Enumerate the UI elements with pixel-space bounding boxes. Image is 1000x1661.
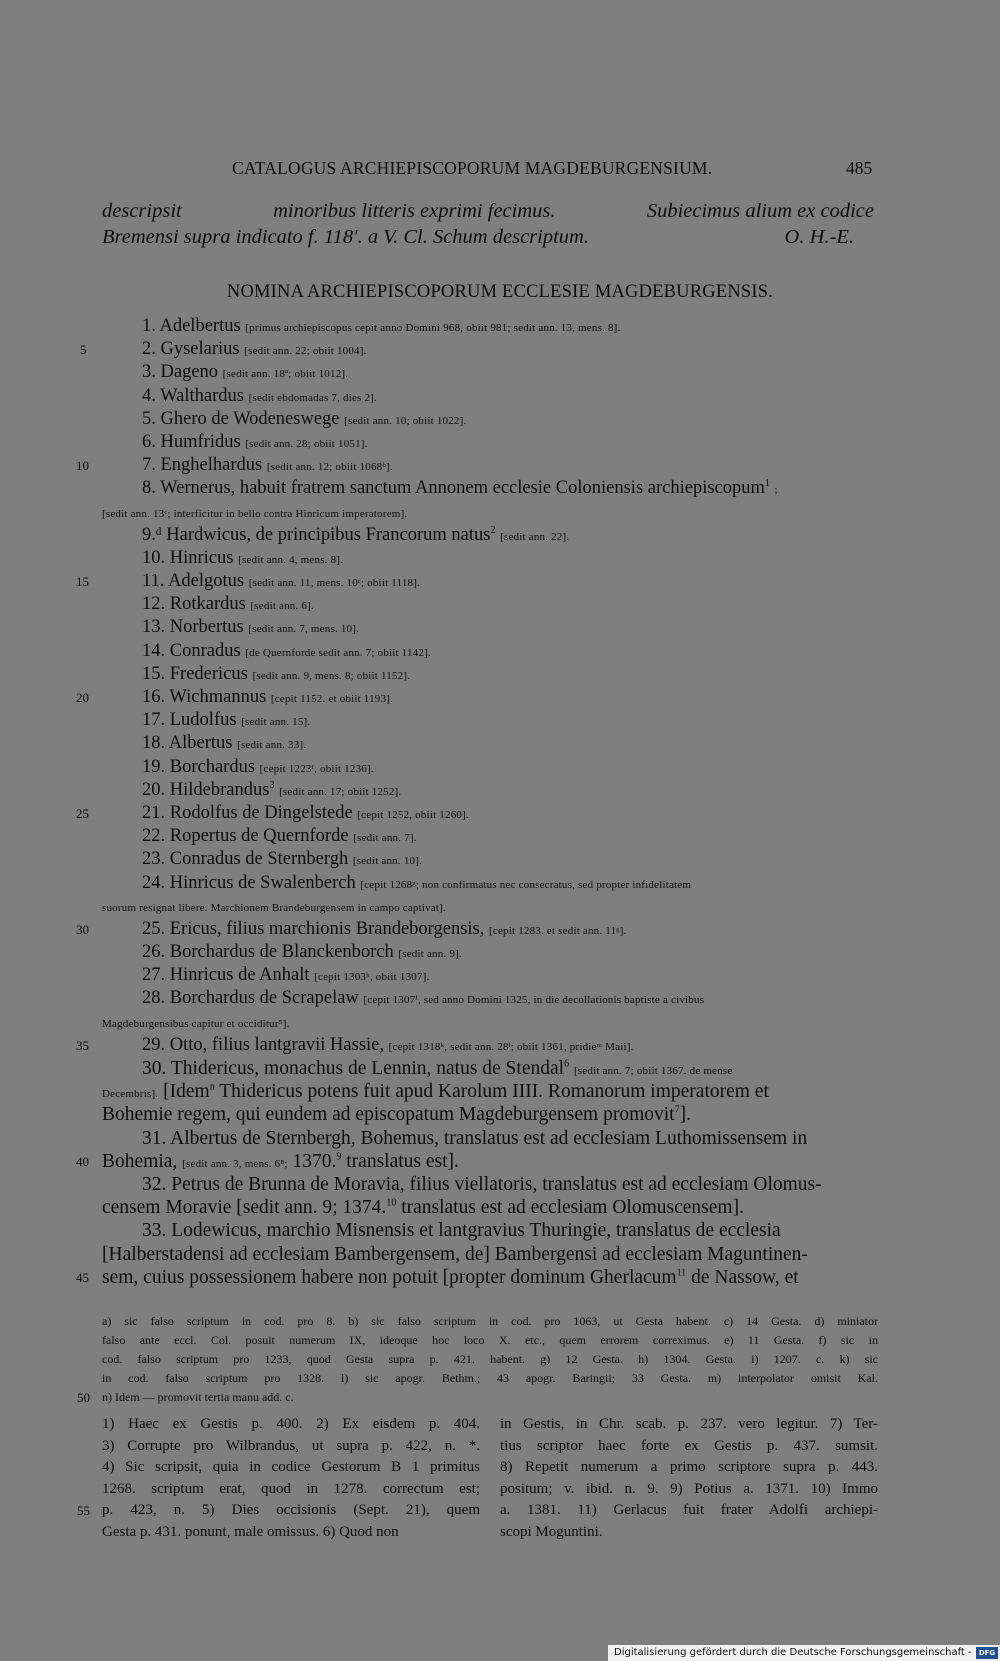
section-heading: NOMINA ARCHIEPISCOPORUM ECCLESIE MAGDEBURGENSIS. xyxy=(226,282,774,302)
entry-number: 21. xyxy=(142,802,166,823)
archbishop-name: Walthardus xyxy=(160,385,244,406)
entry-number: 3. xyxy=(142,362,156,383)
archbishop-name: Dageno xyxy=(160,362,219,383)
editorial-note: [sedit ann. 11, mens. 10ᵉ; obiit 1118]. xyxy=(248,577,421,590)
intro-text: Subiecimus alium ex codice xyxy=(646,200,874,222)
note-line xyxy=(77,1388,878,1407)
editorial-note: ; xyxy=(774,484,778,497)
entry-line xyxy=(102,732,878,755)
entry-text: translatus est ad ecclesiam Olomuscensem]. xyxy=(401,1197,744,1219)
dfg-logo-icon: DFG xyxy=(976,1647,998,1659)
editorial-note: [de Quernforde sedit ann. 7; obiit 1142]. xyxy=(245,646,431,659)
entry-number: 13. xyxy=(142,617,166,638)
note-text: a. 1381. 11) Gerlacus fuit frater Adolfi archiepi- xyxy=(500,1502,878,1518)
editorial-note: [sedit ann. 9, mens. 8; obiit 1152]. xyxy=(252,669,411,682)
entry-30-line xyxy=(102,1080,878,1103)
editorial-note: [cepit 1223ᶠ, obiit 1236]. xyxy=(259,762,374,775)
archbishop-name: Conradus xyxy=(169,640,241,661)
entry-number: 11. xyxy=(142,571,165,592)
intro-signature: O. H.-E. xyxy=(784,226,854,248)
entry-33-line xyxy=(76,1266,878,1289)
entry-line xyxy=(102,616,878,639)
entry-31-line xyxy=(102,1127,878,1150)
entry-line xyxy=(102,385,878,408)
editorial-note: [sedit ann. 10; obiit 1022]. xyxy=(344,414,467,427)
entry-number: 10. xyxy=(142,547,166,568)
entry-number: 22. xyxy=(142,826,166,847)
entry-line xyxy=(102,408,878,431)
note-line xyxy=(77,1500,480,1522)
note-text: cod. falso scriptum pro 1233, quod Gesta supra p. 421. habent. g) 12 Gesta. h) 1304. Gesta. i) 1207. c. k) sic xyxy=(102,1352,878,1366)
note-line xyxy=(500,1414,878,1436)
note-text: 8) Repetit numerum a primo scriptore supra p. 443. xyxy=(500,1459,878,1475)
archbishop-name: Albertus xyxy=(168,733,233,754)
archbishop-list xyxy=(76,315,878,1289)
entry-text: 31. Albertus de Sternbergh, Bohemus, translatus est ad ecclesiam Luthomissensem in xyxy=(142,1127,808,1149)
entry-number: 19. xyxy=(142,756,166,777)
entry-line xyxy=(102,524,878,547)
editorial-note: [sedit ann. 33]. xyxy=(237,739,307,752)
editorial-note: [sedit ann. 7]. xyxy=(353,832,417,845)
note-text: 4) Sic scripsit, quia in codice Gestorum B 1 primitus xyxy=(102,1459,480,1475)
entry-continuation-line xyxy=(102,501,878,524)
intro-text: descripsit xyxy=(102,200,182,222)
editorial-note: [sedit ebdomadas 7, dies 2]. xyxy=(248,391,377,404)
archbishop-name: Rodolfus de Dingelstede xyxy=(169,802,353,823)
archbishop-name: Wichmannus xyxy=(169,687,267,707)
footnotes-left-column xyxy=(77,1414,480,1543)
entry-line xyxy=(102,547,878,570)
entry-number: 14. xyxy=(142,640,166,661)
entry-number: 8. xyxy=(142,478,156,499)
entry-text: 32. Petrus de Brunna de Moravia, filius viellatoris, translatus est ad ecclesiam Olomus- xyxy=(142,1173,822,1195)
note-text: p. 423, n. 5) Dies occisionis (Sept. 21), quem xyxy=(102,1502,480,1518)
intro-text: minoribus litteris exprimi fecimus. xyxy=(273,200,556,222)
line-number: 20 xyxy=(76,690,89,705)
note-text: tius scriptor haec forte ex Gestis p. 437. sumsit. xyxy=(500,1437,878,1454)
editorial-note: [cepit 1252, obiit 1260]. xyxy=(357,808,469,821)
entry-33-line xyxy=(102,1243,878,1266)
entry-text: [Idem xyxy=(163,1081,210,1103)
note-line xyxy=(500,1479,878,1501)
archbishop-name: Norbertus xyxy=(169,617,244,638)
editorial-note: [sedit ann. 17; obiit 1252]. xyxy=(279,785,402,798)
line-number: 35 xyxy=(76,1037,89,1053)
editorial-note: [sedit ann. 22]. xyxy=(500,530,570,543)
entry-number: 23. xyxy=(142,849,166,870)
archbishop-name: Ropertus de Quernforde xyxy=(169,826,349,847)
note-text: in cod. falso scriptum pro 1328. l) sic apogr. Bethm.; 43 apogr. Baringii; 33 Gesta. m) interpolator omisit Kal. xyxy=(102,1371,878,1385)
entry-number: 7. xyxy=(142,455,156,476)
footnote-ref: 3 xyxy=(269,779,275,791)
entry-continuation-line xyxy=(102,1011,878,1034)
note-text: n) Idem — promovit tertia manu add. c. xyxy=(102,1390,294,1404)
archbishop-name: Hinricus de Swalenberch xyxy=(169,872,356,893)
entry-continuation-line xyxy=(102,895,878,918)
archbishop-name: Fredericus xyxy=(169,663,248,684)
entry-text: translatus est]. xyxy=(346,1150,459,1172)
entry-number: 27. xyxy=(142,965,166,986)
note-line xyxy=(102,1350,878,1369)
note-line xyxy=(102,1414,480,1436)
entry-line xyxy=(102,477,878,500)
entry-text: [Halberstadensi ad ecclesiam Bambergensem, de] Bambergensi ad ecclesiam Maguntinen- xyxy=(102,1243,808,1265)
line-number: 5 xyxy=(80,342,87,358)
archbishop-name: Ludolfus xyxy=(169,710,237,731)
entry-line xyxy=(102,825,878,848)
entry-line xyxy=(76,686,878,709)
funding-footer xyxy=(608,1645,1000,1661)
editorial-note: Decembris]. xyxy=(102,1088,159,1101)
entry-number: 5. xyxy=(142,408,156,429)
note-line xyxy=(500,1457,878,1479)
archbishop-name: Otto, filius lantgravii Hassie, xyxy=(169,1034,385,1055)
entry-text: sem, cuius possessionem habere non potuit [propter dominum Gherlacum xyxy=(102,1266,677,1288)
line-number: 50 xyxy=(77,1390,90,1405)
entry-30-line xyxy=(102,1103,878,1126)
editorial-note: suorum resignat libere. Marchionem Brandeburgensem in campo captivat]. xyxy=(102,901,446,914)
note-line xyxy=(102,1312,878,1331)
entry-number: 24. xyxy=(142,872,166,893)
archbishop-name: Ghero de Wodeneswege xyxy=(160,408,340,429)
archbishop-name: Hardwicus, de principibus Francorum natus xyxy=(166,524,491,545)
entry-line xyxy=(102,640,878,663)
archbishop-name: Conradus de Sternbergh xyxy=(169,849,349,870)
editorial-note: [sedit ann. 3, mens. 6⁸; xyxy=(182,1157,288,1170)
footnotes-right-column xyxy=(500,1414,878,1543)
footnotes xyxy=(77,1414,878,1543)
entry-33-line xyxy=(102,1219,878,1242)
line-number: 45 xyxy=(76,1269,89,1285)
line-number: 25 xyxy=(76,805,89,821)
footnote-ref: 1 xyxy=(764,478,770,490)
line-number: 55 xyxy=(77,1503,90,1518)
footnote-ref: 6 xyxy=(564,1058,570,1070)
entry-text: 1370. xyxy=(292,1150,337,1172)
note-line xyxy=(102,1522,480,1544)
entry-number: 1. xyxy=(142,316,156,336)
intro-line xyxy=(102,198,874,224)
archbishop-name: Wernerus, habuit fratrem sanctum Annonem ecclesie Coloniensis archiepiscopum xyxy=(160,478,765,499)
entry-text: 33. Lodewicus, marchio Misnensis et lantgravius Thuringie, translatus de ecclesia xyxy=(142,1220,781,1242)
note-line xyxy=(102,1479,480,1501)
editorial-note: [cepit 1303ʰ, obiit 1307]. xyxy=(314,971,430,984)
entry-number: 25. xyxy=(142,918,166,939)
entry-number: 18. xyxy=(142,733,166,754)
entry-line xyxy=(102,987,878,1010)
note-line xyxy=(102,1457,480,1479)
footnote-ref: 11 xyxy=(676,1267,687,1279)
note-text: a) sic falso scriptum in cod. pro 8. b) sic falso scriptum in cod. pro 1063, ut Gesta habent. c) 14 Gesta. d) miniator xyxy=(102,1314,878,1328)
entry-line xyxy=(76,802,878,825)
editorial-note: [cepit 1307ⁱ, sed anno Domini 1325, in die decollationis baptiste a civibus xyxy=(363,994,705,1007)
entry-number: 29. xyxy=(142,1034,166,1055)
entry-text: ]. xyxy=(679,1104,691,1126)
entry-number: 26. xyxy=(142,942,166,963)
footnote-ref: n xyxy=(209,1081,215,1093)
entry-number: 28. xyxy=(142,988,166,1009)
entry-text: Thidericus potens fuit apud Karolum IIII. Romanorum imperatorem et xyxy=(219,1081,769,1103)
entry-number: 16. xyxy=(142,687,166,707)
note-text: positum; v. ibid. n. 9. 9) Potius a. 1371. 10) Immo xyxy=(500,1480,878,1497)
archbishop-name: Hinricus xyxy=(169,547,234,568)
editorial-note: [sedit ann. 9]. xyxy=(398,948,462,961)
footer-text: Digitalisierung gefördert durch die Deutsche Forschungsgemeinschaft - xyxy=(614,1647,972,1658)
intro-text: Bremensi supra indicato f. 118′. a V. Cl. Schum descriptum. xyxy=(102,226,589,248)
editorial-note: [sedit ann. 4, mens. 8]. xyxy=(238,553,344,566)
entry-number: 17. xyxy=(142,710,166,731)
footnote-ref: 10 xyxy=(386,1197,397,1209)
entries-container xyxy=(76,315,878,1057)
entry-line xyxy=(102,593,878,616)
entry-text: Bohemie regem, qui eundem ad episcopatum Magdeburgensem promovit xyxy=(102,1104,675,1126)
entry-line xyxy=(102,315,878,338)
entry-text: 30. Thidericus, monachus de Lennin, natus de Stendal xyxy=(142,1058,565,1079)
footnote-ref: 9 xyxy=(336,1151,342,1163)
editorial-note: [sedit ann. 22; obiit 1004]. xyxy=(244,345,367,358)
archbishop-name: Rotkardus xyxy=(169,594,246,615)
editorial-note: [cepit 1268ᵍ; non confirmatus nec consecratus, sed propter infidelitatem xyxy=(360,878,692,891)
entry-line xyxy=(102,872,878,895)
editorial-note: [sedit ann. 7; obiit 1367. de mense xyxy=(573,1065,733,1077)
intro-line xyxy=(102,224,874,250)
entry-32-line xyxy=(102,1196,878,1219)
archbishop-name: Borchardus xyxy=(169,756,256,777)
editorial-note: Magdeburgensibus capitur et occiditur⁵]. xyxy=(102,1017,290,1030)
entry-31-line xyxy=(76,1150,878,1173)
archbishop-name: Humfridus xyxy=(160,431,241,452)
page-number: 485 xyxy=(846,158,873,178)
note-line xyxy=(500,1522,878,1544)
entry-text: censem Moravie [sedit ann. 9; 1374. xyxy=(102,1197,387,1219)
entry-line xyxy=(102,431,878,454)
note-text: scopi Moguntini. xyxy=(500,1523,603,1540)
entry-number: 2. xyxy=(142,339,156,360)
entry-text: de Nassow, et xyxy=(691,1266,799,1288)
entry-line xyxy=(102,709,878,732)
entry-text: Bohemia, xyxy=(102,1150,178,1172)
entry-line xyxy=(80,338,878,361)
note-text: falso ante eccl. Col. posuit numerum IX, ideoque hoc loco X. etc., quem errorem correximus. e) 11 Gesta. f) sic in xyxy=(102,1333,878,1347)
archbishop-name: Adelgotus xyxy=(168,571,245,592)
editorial-note: [sedit ann. 18ª; obiit 1012]. xyxy=(222,368,349,381)
editorial-note: [primus archiepiscopus cepit anno Domini 968, obiit 981; sedit ann. 13, mens. 8]. xyxy=(245,322,621,334)
note-text: 1) Haec ex Gestis p. 400. 2) Ex eisdem p. 404. xyxy=(102,1416,480,1432)
note-text: 3) Corrupte pro Wilbrandus, ut supra p. 422, n. *. xyxy=(102,1437,480,1454)
note-text: Gesta p. 431. ponunt, male omissus. 6) Quod non xyxy=(102,1523,399,1540)
entry-line xyxy=(102,361,878,384)
entry-number: 9.ᵈ xyxy=(142,524,162,545)
archbishop-name: Hildebrandus xyxy=(169,779,270,800)
editorial-note: [sedit ann. 7, mens. 10]. xyxy=(248,623,360,636)
archbishop-name: Adelbertus xyxy=(159,316,241,336)
editorial-note: [cepit 1152. et obiit 1193]. xyxy=(270,693,394,705)
note-line xyxy=(500,1500,878,1522)
entry-line xyxy=(76,570,878,593)
footnote-ref: 2 xyxy=(490,524,496,536)
entry-line xyxy=(76,454,878,477)
note-line xyxy=(500,1436,878,1458)
entry-number: 4. xyxy=(142,385,156,406)
line-number: 15 xyxy=(76,574,89,590)
editorial-note: [cepit 1318ᵏ, sedit ann. 28ˡ; obiit 1361, pridieᵐ Maii]. xyxy=(388,1040,634,1053)
entry-number: 12. xyxy=(142,594,166,615)
note-line xyxy=(102,1331,878,1350)
editorial-note: [sedit ann. 28; obiit 1051]. xyxy=(245,437,368,450)
archbishop-name: Borchardus de Blanckenborch xyxy=(169,942,394,963)
entry-line xyxy=(102,941,878,964)
editorial-note: [sedit ann. 6]. xyxy=(250,600,314,613)
line-number: 40 xyxy=(76,1153,89,1169)
note-line xyxy=(102,1369,878,1388)
editorial-note: [sedit ann. 12; obiit 1068ᵇ]. xyxy=(266,461,393,474)
intro-note xyxy=(102,198,874,250)
entry-number: 20. xyxy=(142,779,166,800)
entry-line xyxy=(76,918,878,941)
footnote-ref: 7 xyxy=(674,1104,680,1116)
note-line xyxy=(102,1436,480,1458)
entry-30-line xyxy=(102,1057,878,1080)
entry-line xyxy=(102,964,878,987)
note-text: 1268. scriptum erat, quod in 1278. correctum est; xyxy=(102,1480,480,1497)
note-text: in Gestis, in Chr. scab. p. 237. vero legitur. 7) Ter- xyxy=(500,1416,878,1432)
entry-32-line xyxy=(102,1173,878,1196)
archbishop-name: Enghelhardus xyxy=(160,455,263,476)
archbishop-name: Gyselarius xyxy=(160,339,240,360)
entry-line xyxy=(76,1034,878,1057)
editorial-note: [sedit ann. 15]. xyxy=(241,716,311,729)
entry-number: 6. xyxy=(142,431,156,452)
archbishop-name: Ericus, filius marchionis Brandeborgensis, xyxy=(169,918,485,939)
archbishop-name: Hinricus de Anhalt xyxy=(169,965,310,986)
entry-line xyxy=(102,663,878,686)
editorial-note: [sedit ann. 13ᶜ; interficitur in bello contra Hinricum imperatorem]. xyxy=(102,507,408,520)
running-title: CATALOGUS ARCHIEPISCOPORUM MAGDEBURGENSIUM. xyxy=(232,158,713,178)
entry-line xyxy=(102,756,878,779)
textual-apparatus xyxy=(77,1312,878,1407)
archbishop-name: Borchardus de Scrapelaw xyxy=(169,988,359,1009)
line-number: 30 xyxy=(76,921,89,937)
editorial-note: [sedit ann. 10]. xyxy=(352,855,423,868)
editorial-note: [cepit 1283. et sedit ann. 11ᵍ]. xyxy=(489,924,627,937)
entry-line xyxy=(102,848,878,871)
line-number: 10 xyxy=(76,458,89,474)
entry-number: 15. xyxy=(142,663,166,684)
entry-line xyxy=(102,779,878,802)
